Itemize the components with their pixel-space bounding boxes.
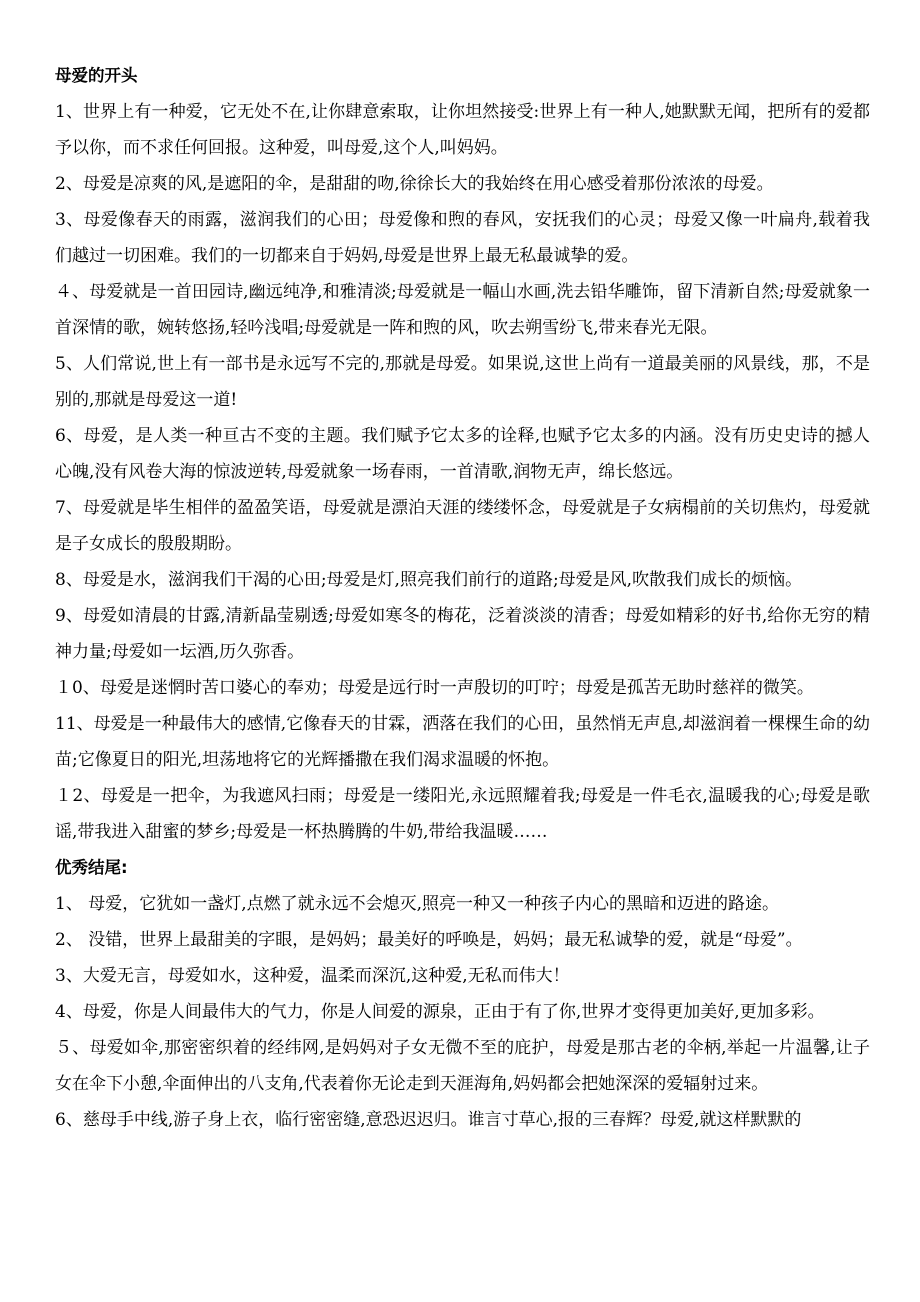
ending-section — [55, 850, 870, 1138]
opening-heading: 母爱的开头 — [55, 66, 138, 85]
ending-item-3: 3、大爱无言，母爱如水，这种爱，温柔而深沉,这种爱,无私而伟大！ — [55, 966, 570, 986]
opening-item-8: 8、母爱是水，滋润我们干渴的心田;母爱是灯,照亮我们前行的道路;母爱是风,吹散我们成长的烦恼。 — [55, 570, 803, 590]
opening-item-5: 5、人们常说,世上有一部书是永远写不完的,那就是母爱。如果说,这世上尚有一道最美丽的风景线，那，不是别的,那就是母爱这一道! — [55, 354, 870, 410]
ending-heading: 优秀结尾: — [55, 858, 128, 877]
opening-item-10: １0、母爱是迷惘时苦口婆心的奉劝；母爱是远行时一声殷切的叮咛；母爱是孤苦无助时慈祥的微笑。 — [55, 678, 814, 698]
opening-item-2: 2、母爱是凉爽的风,是遮阳的伞，是甜甜的吻,徐徐长大的我始终在用心感受着那份浓浓的母爱。 — [55, 174, 774, 194]
opening-item-3: 3、母爱像春天的雨露，滋润我们的心田；母爱像和煦的春风，安抚我们的心灵；母爱又像一叶扁舟,载着我们越过一切困难。我们的一切都来自于妈妈,母爱是世界上最无私最诚挚的爱。 — [55, 210, 870, 266]
opening-item-7: 7、母爱就是毕生相伴的盈盈笑语，母爱就是漂泊天涯的缕缕怀念，母爱就是子女病榻前的关切焦灼，母爱就是子女成长的殷殷期盼。 — [55, 498, 870, 554]
opening-item-4: ４、母爱就是一首田园诗,幽远纯净,和雅清淡;母爱就是一幅山水画,洗去铅华雕饰，留下清新自然;母爱就象一首深情的歌，婉转悠扬,轻吟浅唱;母爱就是一阵和煦的风，吹去朔雪纷飞,带来春光无限。 — [55, 282, 870, 338]
ending-item-6: 6、慈母手中线,游子身上衣，临行密密缝,意恐迟迟归。谁言寸草心,报的三春辉？母爱,就这样默默的 — [55, 1110, 802, 1130]
opening-item-9: 9、母爱如清晨的甘露,清新晶莹剔透;母爱如寒冬的梅花，泛着淡淡的清香；母爱如精彩的好书,给你无穷的精神力量;母爱如一坛酒,历久弥香。 — [55, 606, 870, 662]
opening-section — [55, 58, 870, 850]
ending-item-2: 2、 没错，世界上最甜美的字眼，是妈妈；最美好的呼唤是，妈妈；最无私诚挚的爱，就是“母爱”。 — [55, 930, 803, 950]
opening-item-12: １2、母爱是一把伞，为我遮风扫雨；母爱是一缕阳光,永远照耀着我;母爱是一件毛衣,温暖我的心;母爱是歌谣,带我进入甜蜜的梦乡;母爱是一杯热腾腾的牛奶,带给我温暖…… — [55, 786, 870, 842]
document-page — [55, 58, 870, 1138]
ending-item-5: ５、母爱如伞,那密密织着的经纬网,是妈妈对子女无微不至的庇护，母爱是那古老的伞柄,举起一片温馨,让子女在伞下小憩,伞面伸出的八支角,代表着你无论走到天涯海角,妈妈都会把她深深的爱辐射过来。 — [55, 1038, 870, 1094]
ending-item-1: 1、 母爱，它犹如一盏灯,点燃了就永远不会熄灭,照亮一种又一种孩子内心的黑暗和迈进的路途。 — [55, 894, 780, 914]
opening-item-6: 6、母爱，是人类一种亘古不变的主题。我们赋予它太多的诠释,也赋予它太多的内涵。没有历史史诗的撼人心魄,没有风卷大海的惊波逆转,母爱就象一场春雨，一首清歌,润物无声，绵长悠远。 — [55, 426, 870, 482]
ending-item-4: 4、母爱，你是人间最伟大的气力，你是人间爱的源泉，正由于有了你,世界才变得更加美好,更加多彩。 — [55, 1002, 825, 1022]
opening-item-1: 1、世界上有一种爱，它无处不在,让你肆意索取，让你坦然接受:世界上有一种人,她默默无闻，把所有的爱都予以你，而不求任何回报。这种爱，叫母爱,这个人,叫妈妈。 — [55, 102, 870, 158]
opening-item-11: 11、母爱是一种最伟大的感情,它像春天的甘霖，洒落在我们的心田，虽然悄无声息,却滋润着一棵棵生命的幼苗;它像夏日的阳光,坦荡地将它的光辉播撒在我们渴求温暖的怀抱。 — [55, 714, 870, 770]
